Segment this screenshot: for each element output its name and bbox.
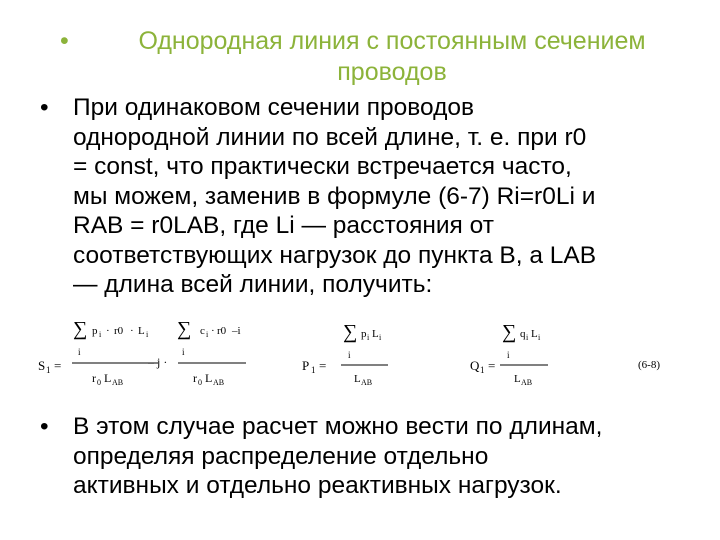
paragraph-1-line-3: = const, что практически встречается часто,	[73, 153, 572, 180]
sum-index-3: i	[348, 350, 351, 360]
minus-j: – j ·	[148, 355, 168, 369]
formula-6-8	[36, 310, 686, 392]
bullet-paragraph-1	[40, 93, 690, 300]
f2-num-dot: ·	[211, 325, 215, 337]
bullet-marker: •	[40, 94, 49, 121]
q1-num-L-sub: i	[538, 333, 541, 342]
paragraph-2-line-1: В этом случае расчет можно вести по длинам,	[73, 413, 603, 440]
formula-image	[36, 310, 686, 392]
f2-den-L-sub: AB	[213, 378, 225, 387]
q1-symbol: Q	[470, 358, 480, 373]
q1-den-L: L	[514, 373, 521, 385]
paragraph-1-line-4: мы можем, заменив в формуле (6-7) Ri=r0Li и	[73, 182, 596, 210]
sum-index-1: i	[78, 347, 81, 357]
q1-num-L: L	[531, 328, 538, 340]
paragraph-1-line-5: RAB = r0LAB, где Li — расстояния от	[73, 212, 494, 239]
q1-equals: =	[488, 358, 496, 373]
f2-num-r0: r0	[217, 325, 227, 337]
f2-num-L: –i	[232, 325, 241, 337]
f1-den-L: L	[104, 371, 112, 385]
title-line-1: Однородная линия с постоянным сечением	[138, 27, 646, 55]
p1-symbol: P	[302, 358, 310, 373]
p1-num-L-sub: i	[379, 333, 382, 342]
s1-equals: =	[54, 358, 62, 373]
title-line-2: проводов	[337, 58, 447, 86]
f1-den-r: r	[92, 371, 96, 385]
f1-num-p: p	[92, 325, 98, 337]
f1-num-L-sub: i	[146, 330, 149, 339]
p1-num-p-sub: i	[367, 333, 370, 342]
p1-num-L: L	[372, 328, 379, 340]
s1-symbol: S	[38, 358, 46, 373]
p1-den-L: L	[354, 373, 361, 385]
paragraph-2-line-3: активных и отдельно реактивных нагрузок.	[73, 472, 562, 499]
f2-num-c-sub: i	[206, 330, 209, 339]
f1-num-dot-2: ·	[130, 325, 134, 337]
f2-den-r-sub: 0	[198, 378, 202, 387]
paragraph-2-line-2: определяя распределение отдельно	[73, 442, 489, 470]
sum-sign-1: ∑	[73, 318, 88, 340]
bullet-marker: •	[40, 413, 49, 440]
p1-den-L-sub: AB	[361, 378, 373, 387]
q1-num-q-sub: i	[526, 333, 529, 342]
f2-num-c: c	[200, 325, 205, 337]
equation-number: (6-8)	[638, 359, 660, 371]
f2-den-L: L	[205, 371, 213, 385]
f2-den-r: r	[193, 371, 197, 385]
bullet-paragraph-2	[40, 412, 690, 501]
paragraph-1-line-1: При одинаковом сечении проводов	[73, 94, 475, 121]
f1-num-p-sub: i	[99, 330, 102, 339]
sum-sign-4: ∑	[502, 321, 517, 343]
slide-title	[60, 26, 700, 88]
f1-num-L: L	[138, 325, 145, 337]
paragraph-1-line-7: — длина всей линии, получить:	[73, 271, 433, 298]
p1-num-p: p	[361, 328, 367, 340]
sum-sign-2: ∑	[177, 318, 192, 340]
q1-num-q: q	[520, 328, 526, 340]
p1-equals: =	[319, 358, 327, 373]
paragraph-1-line-2: однородной линии по всей длине, т. е. при r0	[73, 123, 587, 151]
f1-num-r0: r0	[114, 325, 124, 337]
q1-den-L-sub: AB	[521, 378, 533, 387]
sum-sign-3: ∑	[343, 321, 358, 343]
q1-subscript: 1	[480, 365, 485, 375]
f1-den-L-sub: AB	[112, 378, 124, 387]
paragraph-1-line-6: соответствующих нагрузок до пункта В, а LAB	[73, 241, 597, 269]
f1-den-r-sub: 0	[97, 378, 101, 387]
sum-index-4: i	[507, 350, 510, 360]
p1-subscript: 1	[311, 365, 316, 375]
sum-index-2: i	[182, 347, 185, 357]
title-bullet: •	[60, 27, 69, 55]
f1-num-dot: ·	[106, 325, 110, 337]
s1-subscript: 1	[46, 365, 51, 375]
